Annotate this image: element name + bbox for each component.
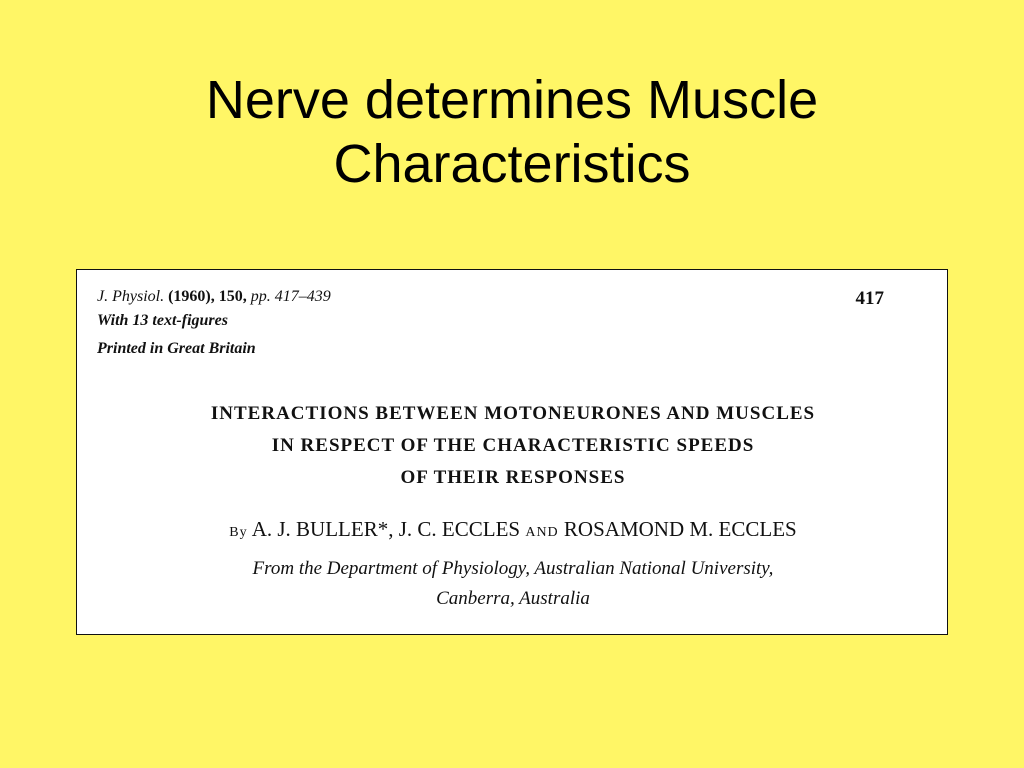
printed-note: Printed in Great Britain: [97, 340, 256, 357]
authors-part-1: A. J. BULLER*, J. C. ECCLES: [247, 517, 526, 541]
slide-title: [0, 68, 1024, 196]
and-word: AND: [525, 525, 559, 540]
page-range: pp. 417–439: [250, 288, 331, 305]
slide-title-line-2: Characteristics: [333, 134, 691, 194]
citation-line: [97, 288, 331, 306]
authors-part-2: ROSAMOND M. ECCLES: [558, 517, 797, 541]
figures-note: With 13 text-figures: [97, 312, 228, 329]
author-line: [77, 516, 949, 546]
page-number: 417: [855, 288, 884, 309]
volume-number: 150,: [218, 288, 247, 305]
affiliation-line-1: From the Department of Physiology, Australian National University,: [252, 558, 774, 579]
paper-header-image: [76, 269, 948, 635]
paper-title-line-2: IN RESPECT OF THE CHARACTERISTIC SPEEDS: [271, 435, 755, 456]
journal-name: J. Physiol.: [97, 288, 165, 305]
paper-title: [77, 398, 949, 494]
paper-title-line-3: OF THEIR RESPONSES: [400, 467, 626, 488]
paper-title-line-1: INTERACTIONS BETWEEN MOTONEURONES AND MUSCLES: [210, 403, 816, 424]
affiliation-line-2: Canberra, Australia: [436, 588, 590, 609]
affiliation: [77, 554, 949, 614]
by-prefix: By: [229, 525, 248, 540]
slide-title-line-1: Nerve determines Muscle: [205, 70, 819, 130]
publication-year: (1960),: [168, 288, 215, 305]
